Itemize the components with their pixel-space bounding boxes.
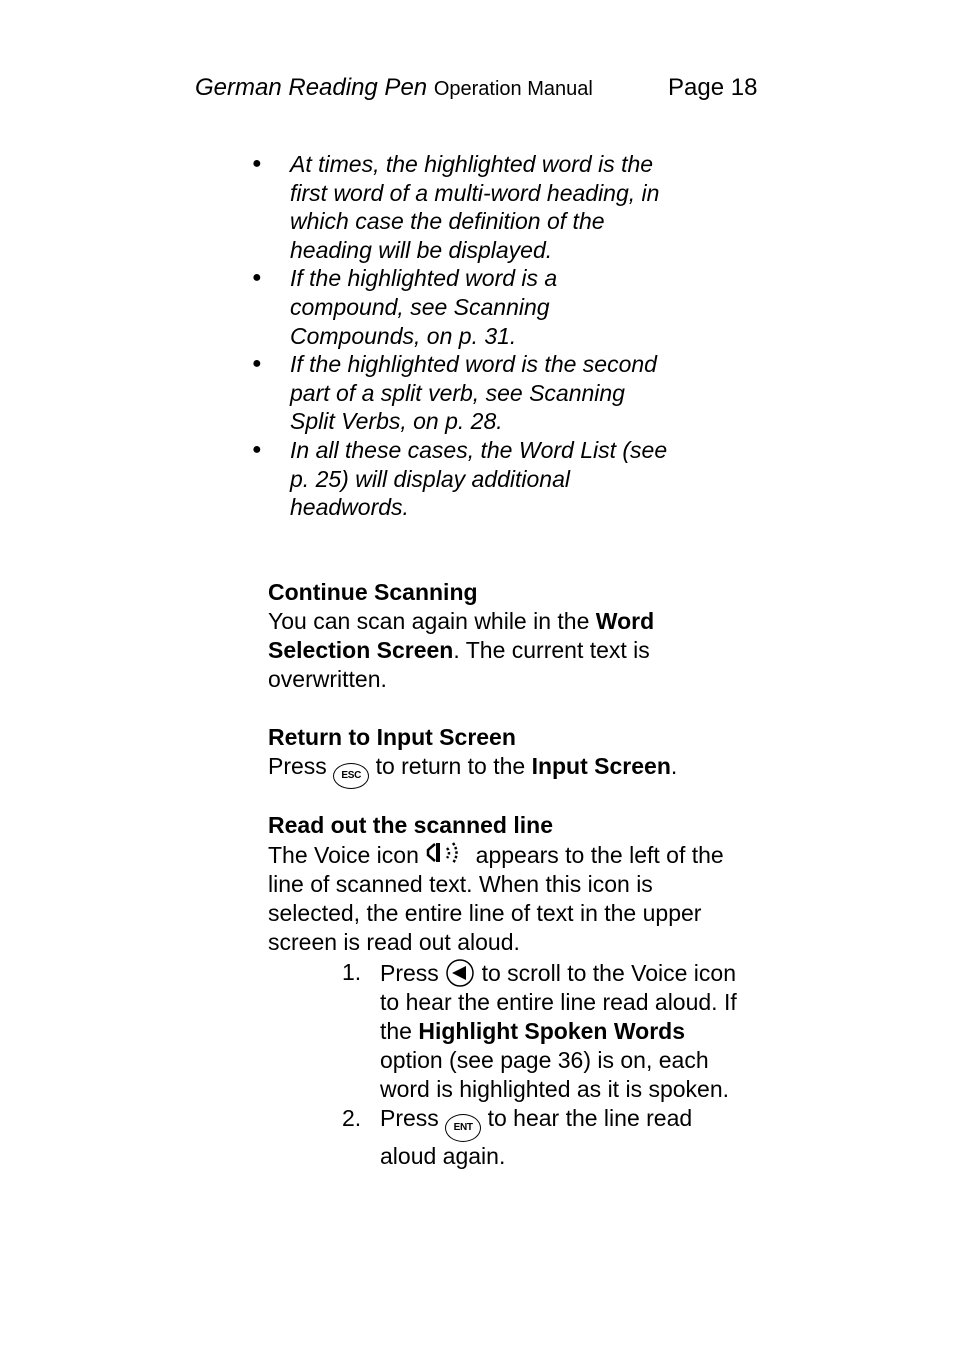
manual-label: Operation Manual xyxy=(433,78,593,100)
ent-key-icon: ENT xyxy=(445,1114,481,1142)
step-list xyxy=(342,958,742,1171)
section-continue-scanning xyxy=(268,578,748,694)
left-arrow-key-icon xyxy=(445,958,475,988)
bullet-icon: ● xyxy=(252,269,262,287)
section-body: You can scan again while in the Word Selection Screen. The current text is overwritten. xyxy=(268,608,655,692)
section-heading: Continue Scanning xyxy=(268,579,478,605)
header-title xyxy=(195,74,593,102)
speaker-icon xyxy=(425,840,469,866)
bullet-icon: ● xyxy=(252,155,262,172)
section-body: Press ESC to return to the Input Screen. xyxy=(268,752,748,789)
section-read-out xyxy=(268,811,746,957)
bullet-icon: ● xyxy=(252,355,262,373)
list-item: ● At times, the highlighted word is the first word of a multi-word heading, in which case the definition of the heading will be displayed. xyxy=(252,151,660,263)
list-item: ● If the highlighted word is a compound, see Scanning Compounds, on p. 31. xyxy=(252,265,558,349)
section-heading: Read out the scanned line xyxy=(268,812,553,838)
note-list xyxy=(252,150,672,522)
list-item: 1. Press to scroll to the Voice icon to hear the entire line read aloud. If the Highlight Spoken Words option (see page 36) is on, each word is highlighted as it is spoken. xyxy=(342,959,737,1102)
section-return-input xyxy=(268,723,748,789)
bullet-icon: ● xyxy=(252,440,262,458)
section-body: The Voice icon appears to the left of the line of scanned text. When this icon is selected, the entire line of text in the upper screen is read out aloud. xyxy=(268,842,724,955)
esc-key-icon: ESC xyxy=(333,763,369,789)
list-item: 2. Press ENT to hear the line read aloud again. xyxy=(342,1105,693,1169)
list-item: ● In all these cases, the Word List (see p. 25) will display additional headwords. xyxy=(252,436,668,521)
list-item: ● If the highlighted word is the second part of a split verb, see Scanning Split Verbs, on p. 28. xyxy=(252,351,657,435)
section-heading: Return to Input Screen xyxy=(268,724,516,750)
page-number: Page 18 xyxy=(668,74,758,101)
book-title: German Reading Pen xyxy=(195,74,428,101)
